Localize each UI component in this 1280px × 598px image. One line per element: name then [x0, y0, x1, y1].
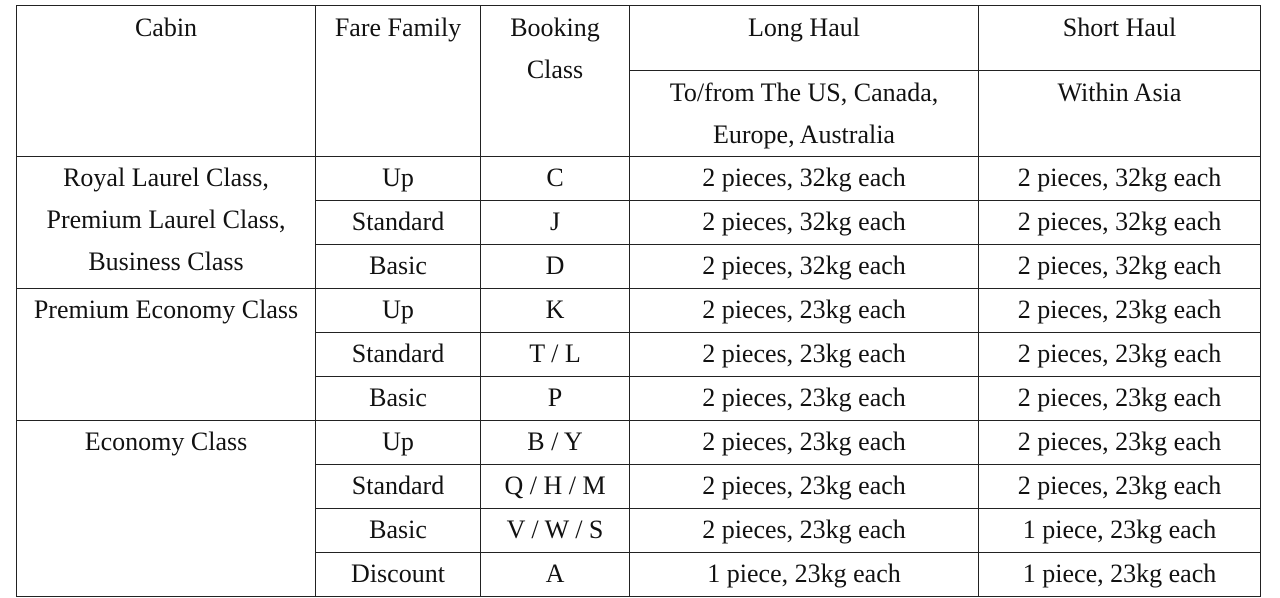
booking-class-header: Booking Class: [481, 6, 630, 157]
baggage-allowance-table: [16, 5, 1261, 597]
table-row: [17, 421, 1261, 465]
booking-class-cell: J: [481, 201, 630, 245]
fare-family-cell: Up: [316, 289, 481, 333]
long-haul-cell: 2 pieces, 32kg each: [630, 157, 979, 201]
booking-class-cell: K: [481, 289, 630, 333]
fare-family-cell: Basic: [316, 509, 481, 553]
fare-family-cell: Standard: [316, 465, 481, 509]
long-haul-cell: 2 pieces, 23kg each: [630, 465, 979, 509]
long-haul-cell: 2 pieces, 23kg each: [630, 333, 979, 377]
short-haul-cell: 2 pieces, 32kg each: [979, 201, 1261, 245]
fare-family-cell: Basic: [316, 377, 481, 421]
table-body: [17, 157, 1261, 597]
fare-family-cell: Up: [316, 157, 481, 201]
long-haul-cell: 2 pieces, 23kg each: [630, 377, 979, 421]
long-haul-cell: 2 pieces, 23kg each: [630, 509, 979, 553]
long-haul-cell: 1 piece, 23kg each: [630, 553, 979, 597]
table-row: [17, 157, 1261, 201]
booking-class-cell: D: [481, 245, 630, 289]
booking-class-cell: A: [481, 553, 630, 597]
short-haul-cell: 2 pieces, 23kg each: [979, 465, 1261, 509]
short-haul-subheader: Within Asia: [979, 71, 1261, 157]
long-haul-subheader: To/from The US, Canada, Europe, Australia: [630, 71, 979, 157]
cabin-cell: Economy Class: [17, 421, 316, 597]
booking-class-cell: P: [481, 377, 630, 421]
fare-family-cell: Standard: [316, 333, 481, 377]
short-haul-cell: 2 pieces, 23kg each: [979, 289, 1261, 333]
fare-family-cell: Standard: [316, 201, 481, 245]
header-row: [17, 6, 1261, 71]
long-haul-cell: 2 pieces, 32kg each: [630, 245, 979, 289]
short-haul-cell: 2 pieces, 32kg each: [979, 245, 1261, 289]
long-haul-cell: 2 pieces, 23kg each: [630, 421, 979, 465]
short-haul-cell: 1 piece, 23kg each: [979, 553, 1261, 597]
cabin-header: Cabin: [17, 6, 316, 157]
booking-class-cell: B / Y: [481, 421, 630, 465]
fare-family-cell: Discount: [316, 553, 481, 597]
booking-class-cell: V / W / S: [481, 509, 630, 553]
cabin-cell: Royal Laurel Class, Premium Laurel Class, Business Class: [17, 157, 316, 289]
long-haul-header: Long Haul: [630, 6, 979, 71]
fare-family-header: Fare Family: [316, 6, 481, 157]
fare-family-cell: Up: [316, 421, 481, 465]
short-haul-cell: 2 pieces, 23kg each: [979, 421, 1261, 465]
fare-family-cell: Basic: [316, 245, 481, 289]
booking-class-cell: Q / H / M: [481, 465, 630, 509]
short-haul-cell: 2 pieces, 23kg each: [979, 333, 1261, 377]
table-row: [17, 289, 1261, 333]
short-haul-cell: 1 piece, 23kg each: [979, 509, 1261, 553]
short-haul-cell: 2 pieces, 23kg each: [979, 377, 1261, 421]
booking-class-cell: C: [481, 157, 630, 201]
cabin-cell: Premium Economy Class: [17, 289, 316, 421]
long-haul-cell: 2 pieces, 23kg each: [630, 289, 979, 333]
booking-class-cell: T / L: [481, 333, 630, 377]
short-haul-header: Short Haul: [979, 6, 1261, 71]
short-haul-cell: 2 pieces, 32kg each: [979, 157, 1261, 201]
long-haul-cell: 2 pieces, 32kg each: [630, 201, 979, 245]
